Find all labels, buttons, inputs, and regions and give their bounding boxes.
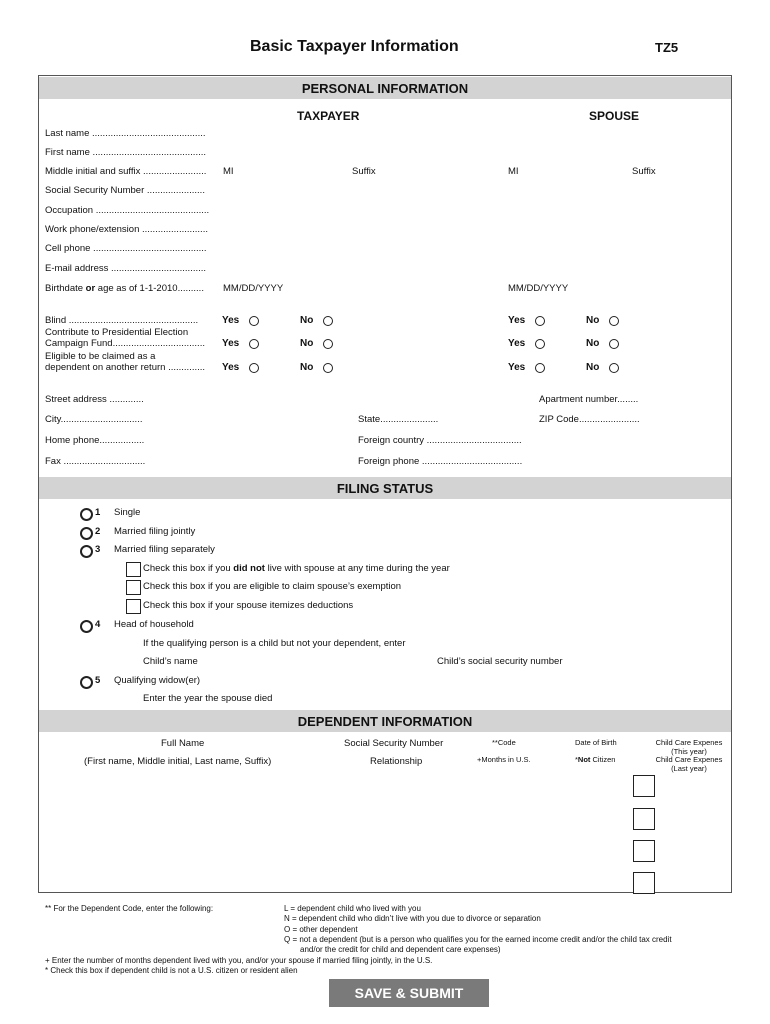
filing-single-radio[interactable] (80, 508, 93, 521)
spouse-itemizes-label: Check this box if your spouse itemizes deductions (143, 600, 354, 611)
campaign-taxpayer-no-label: No (300, 338, 314, 349)
dep-code-q-1: Q = not a dependent (but is a person who qualifies you for the earned income credit and/or the child tax credit (284, 935, 672, 944)
dependent-information-band: DEPENDENT INFORMATION (39, 710, 731, 732)
eligible-spouse-yes-label: Yes (508, 362, 526, 373)
dep-not-citizen-header: *Not Citizen (575, 755, 616, 764)
eligible-taxpayer-no-radio[interactable] (323, 363, 333, 373)
childs-ssn-label: Child’s social security number (437, 656, 563, 667)
blind-taxpayer-no-radio[interactable] (323, 316, 333, 326)
dep-months-header: +Months in U.S. (477, 755, 531, 764)
street-address-label: Street address ............. (45, 394, 144, 405)
dep-code-q-2: and/or the credit for child and dependent care expenses) (300, 945, 501, 954)
birthdate-label: Birthdate or age as of 1-1-2010.......... (45, 283, 204, 294)
dep-dob-header: Date of Birth (575, 738, 617, 747)
form-id: TZ5 (655, 40, 679, 55)
filing-separate-radio[interactable] (80, 545, 93, 558)
personal-information-band: PERSONAL INFORMATION (39, 77, 731, 99)
filing-single-num: 1 (95, 507, 101, 518)
eligible-spouse-no-label: No (586, 362, 600, 373)
city-label: City............................... (45, 414, 143, 425)
filing-hoh-num: 4 (95, 619, 101, 630)
spouse-column-header: SPOUSE (589, 109, 640, 123)
foreign-country-label: Foreign country .................................... (358, 435, 522, 446)
filing-hoh-label: Head of household (114, 619, 194, 630)
cell-phone-label: Cell phone ........................................... (45, 243, 207, 254)
hoh-note: If the qualifying person is a child but not your dependent, enter (143, 638, 406, 649)
dependent-1-checkbox[interactable] (633, 775, 655, 797)
filing-separate-num: 3 (95, 544, 101, 555)
dep-full-name-header: Full Name (161, 738, 205, 749)
filing-status-band: FILING STATUS (39, 477, 731, 499)
eligible-taxpayer-yes-label: Yes (222, 362, 240, 373)
blind-spouse-yes-radio[interactable] (535, 316, 545, 326)
taxpayer-birthdate-field[interactable]: MM/DD/YYYY (223, 283, 284, 294)
occupation-label: Occupation ........................................... (45, 205, 210, 216)
campaign-spouse-yes-radio[interactable] (535, 339, 545, 349)
eligible-spouse-no-radio[interactable] (609, 363, 619, 373)
dep-code-o: O = other dependent (284, 925, 358, 934)
middle-suffix-label: Middle initial and suffix ........................ (45, 166, 207, 177)
dep-code-l: L = dependent child who lived with you (284, 904, 421, 913)
did-not-live-checkbox[interactable] (126, 562, 141, 577)
filing-single-label: Single (114, 507, 141, 518)
save-submit-button[interactable]: SAVE & SUBMIT (329, 979, 489, 1007)
filing-widow-radio[interactable] (80, 676, 93, 689)
dependent-2-checkbox[interactable] (633, 808, 655, 830)
filing-joint-radio[interactable] (80, 527, 93, 540)
campaign-spouse-no-radio[interactable] (609, 339, 619, 349)
widow-note: Enter the year the spouse died (143, 693, 273, 704)
spouse-suffix-label[interactable]: Suffix (632, 166, 656, 177)
email-label: E-mail address .................................... (45, 263, 207, 274)
blind-spouse-yes-label: Yes (508, 315, 526, 326)
campaign-label-2: Campaign Fund................................... (45, 338, 205, 349)
spouse-itemizes-checkbox[interactable] (126, 599, 141, 614)
taxpayer-suffix-label[interactable]: Suffix (352, 166, 376, 177)
state-label: State...................... (358, 414, 439, 425)
blind-taxpayer-yes-radio[interactable] (249, 316, 259, 326)
fax-label: Fax ............................... (45, 456, 146, 467)
dependent-4-checkbox[interactable] (633, 872, 655, 894)
blind-label: Blind ................................................. (45, 315, 199, 326)
did-not-live-label: Check this box if you did not live with spouse at any time during the year (143, 563, 450, 574)
work-phone-label: Work phone/extension ......................... (45, 224, 208, 235)
dep-code-intro: ** For the Dependent Code, enter the following: (45, 904, 214, 913)
blind-taxpayer-yes-label: Yes (222, 315, 240, 326)
page-title: Basic Taxpayer Information (250, 38, 459, 55)
taxpayer-mi-label[interactable]: MI (223, 166, 234, 177)
spouse-exemption-checkbox[interactable] (126, 580, 141, 595)
ssn-label: Social Security Number ...................... (45, 185, 205, 196)
dep-name-sub-header: (First name, Middle initial, Last name, Suffix) (84, 756, 272, 767)
eligible-taxpayer-yes-radio[interactable] (249, 363, 259, 373)
filing-widow-label: Qualifying widow(er) (114, 675, 201, 686)
dep-relationship-header: Relationship (370, 756, 423, 767)
zip-label: ZIP Code....................... (539, 414, 640, 425)
apartment-label: Apartment number........ (539, 394, 639, 405)
spouse-exemption-label: Check this box if you are eligible to claim spouse’s exemption (143, 581, 402, 592)
home-phone-label: Home phone................. (45, 435, 145, 446)
last-name-label: Last name ........................................... (45, 128, 206, 139)
taxpayer-column-header: TAXPAYER (297, 109, 360, 123)
spouse-birthdate-field[interactable]: MM/DD/YYYY (508, 283, 569, 294)
eligible-label-1: Eligible to be claimed as a (45, 351, 156, 362)
campaign-taxpayer-yes-label: Yes (222, 338, 240, 349)
filing-joint-num: 2 (95, 526, 101, 537)
eligible-label-2: dependent on another return .............. (45, 362, 206, 373)
dep-code-n: N = dependent child who didn’t live with you due to divorce or separation (284, 914, 541, 923)
campaign-spouse-no-label: No (586, 338, 600, 349)
filing-hoh-radio[interactable] (80, 620, 93, 633)
filing-widow-num: 5 (95, 675, 101, 686)
blind-taxpayer-no-label: No (300, 315, 314, 326)
dep-childcare-last-year: Child Care Expenes (Last year) (655, 755, 723, 773)
filing-joint-label: Married filing jointly (114, 526, 196, 537)
eligible-taxpayer-no-label: No (300, 362, 314, 373)
blind-spouse-no-radio[interactable] (609, 316, 619, 326)
campaign-label-1: Contribute to Presidential Election (45, 327, 189, 338)
eligible-spouse-yes-radio[interactable] (535, 363, 545, 373)
months-note: + Enter the number of months dependent lived with you, and/or your spouse if married filing jointly, in the U.S. (45, 956, 433, 965)
childs-name-label: Child’s name (143, 656, 198, 667)
dep-childcare-this-year: Child Care Expenes (This year) (655, 738, 723, 756)
campaign-spouse-yes-label: Yes (508, 338, 526, 349)
campaign-taxpayer-no-radio[interactable] (323, 339, 333, 349)
blind-spouse-no-label: No (586, 315, 600, 326)
dep-ssn-header: Social Security Number (344, 738, 444, 749)
dependent-3-checkbox[interactable] (633, 840, 655, 862)
spouse-mi-label[interactable]: MI (508, 166, 519, 177)
campaign-taxpayer-yes-radio[interactable] (249, 339, 259, 349)
filing-separate-label: Married filing separately (114, 544, 215, 555)
citizen-note: * Check this box if dependent child is not a U.S. citizen or resident alien (45, 966, 298, 975)
foreign-phone-label: Foreign phone ...................................... (358, 456, 523, 467)
first-name-label: First name ........................................... (45, 147, 207, 158)
dep-code-header: **Code (492, 738, 516, 747)
